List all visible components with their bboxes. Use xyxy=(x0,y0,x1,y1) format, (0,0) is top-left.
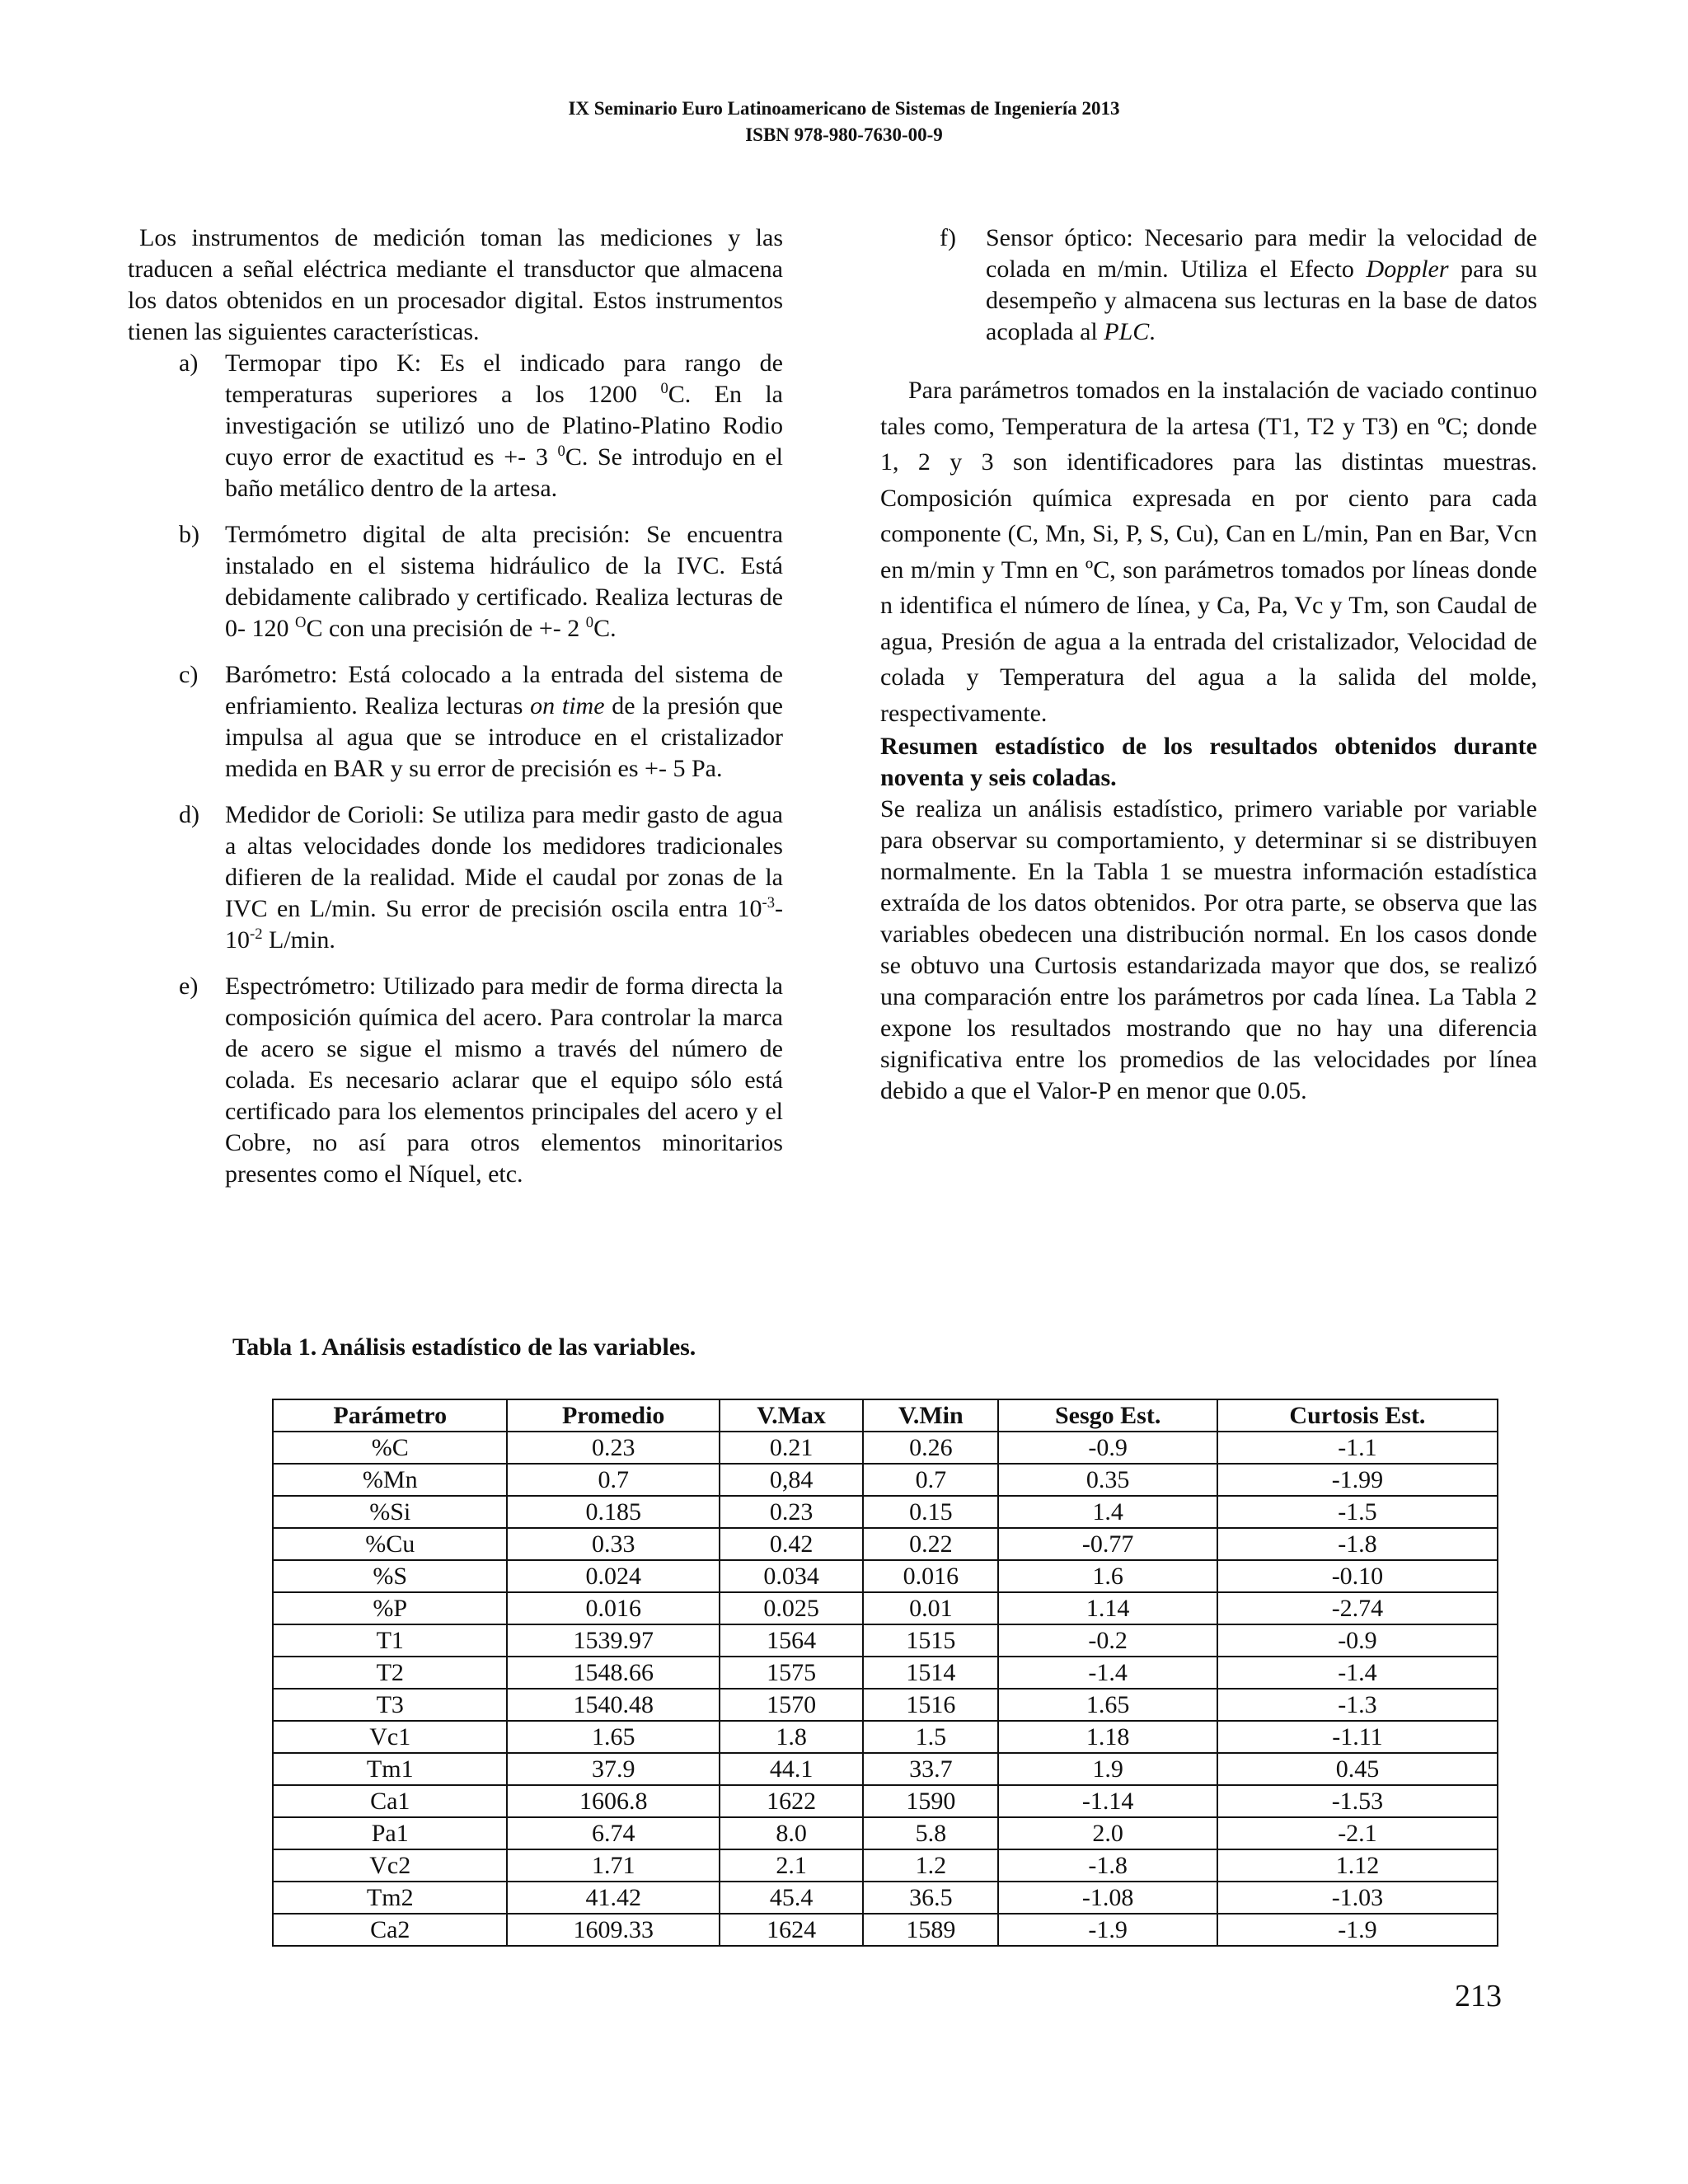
table-cell: 0.21 xyxy=(720,1432,863,1464)
table-cell: 0.23 xyxy=(507,1432,719,1464)
table-row xyxy=(273,1785,1498,1817)
table-cell: -1.53 xyxy=(1217,1785,1498,1817)
table-cell: -2.1 xyxy=(1217,1817,1498,1849)
table-cell: -0.9 xyxy=(1217,1624,1498,1657)
table-cell: 0.185 xyxy=(507,1496,719,1528)
table-cell: 1.18 xyxy=(998,1721,1217,1753)
table-cell: 1589 xyxy=(863,1914,998,1946)
table-row xyxy=(273,1496,1498,1528)
table-row xyxy=(273,1528,1498,1560)
table-cell: %Si xyxy=(273,1496,507,1528)
table-cell: 44.1 xyxy=(720,1753,863,1785)
table-row xyxy=(273,1849,1498,1882)
table-cell: Ca2 xyxy=(273,1914,507,1946)
table-row xyxy=(273,1560,1498,1592)
table-cell: T1 xyxy=(273,1624,507,1657)
table-cell: -1.8 xyxy=(1217,1528,1498,1560)
table-row xyxy=(273,1817,1498,1849)
table-cell: 1.8 xyxy=(720,1721,863,1753)
table-cell: 1.2 xyxy=(863,1849,998,1882)
table-cell: -2.74 xyxy=(1217,1592,1498,1624)
table-cell: -0.9 xyxy=(998,1432,1217,1464)
list-item-b: b) Termómetro digital de alta precisión: Se encuentra instalado en el sistema hidráulico de la IVC. Está debidamente calibrado y certificado. Realiza lecturas de 0- 120 $^O$C con una precisión de +- 2 $^0$C. xyxy=(179,521,783,642)
column-header: V.Min xyxy=(863,1399,998,1432)
table-cell: 1624 xyxy=(720,1914,863,1946)
table-cell: %C xyxy=(273,1432,507,1464)
list-marker: b) xyxy=(179,521,199,548)
table-cell: 0.016 xyxy=(507,1592,719,1624)
table-cell: 0.33 xyxy=(507,1528,719,1560)
table-cell: 1.5 xyxy=(863,1721,998,1753)
table-cell: 0.35 xyxy=(998,1464,1217,1496)
table-cell: 2.0 xyxy=(998,1817,1217,1849)
table-cell: 37.9 xyxy=(507,1753,719,1785)
table-cell: 0.01 xyxy=(863,1592,998,1624)
table-cell: T2 xyxy=(273,1657,507,1689)
table-cell: -0.77 xyxy=(998,1528,1217,1560)
running-header-title: IX Seminario Euro Latinoamericano de Sistemas de Ingeniería 2013 xyxy=(568,98,1120,119)
table-caption: Tabla 1. Análisis estadístico de las variables. xyxy=(232,1333,696,1361)
table-cell: 33.7 xyxy=(863,1753,998,1785)
table-cell: 1548.66 xyxy=(507,1657,719,1689)
table-cell: -1.3 xyxy=(1217,1689,1498,1721)
table-cell: 0.024 xyxy=(507,1560,719,1592)
table-cell: 0.22 xyxy=(863,1528,998,1560)
table-cell: 1.4 xyxy=(998,1496,1217,1528)
table-cell: 0.26 xyxy=(863,1432,998,1464)
table-cell: 45.4 xyxy=(720,1882,863,1914)
table-cell: 1.71 xyxy=(507,1849,719,1882)
table-cell: -1.03 xyxy=(1217,1882,1498,1914)
left-column xyxy=(128,223,783,1190)
table-cell: T3 xyxy=(273,1689,507,1721)
table-row xyxy=(273,1721,1498,1753)
table-cell: 1609.33 xyxy=(507,1914,719,1946)
table-row xyxy=(273,1624,1498,1657)
table-row xyxy=(273,1914,1498,1946)
table-cell: Vc1 xyxy=(273,1721,507,1753)
list-item-d: d) Medidor de Corioli: Se utiliza para medir gasto de agua a altas velocidades donde los medidores tradicionales difieren de la realidad. Mide el caudal por zonas de la IVC en L/min. Su error de precisión oscila entra $10^{-3}-10^{-2}$ L/min. xyxy=(179,801,783,954)
table-cell: %P xyxy=(273,1592,507,1624)
table-cell: -1.14 xyxy=(998,1785,1217,1817)
table-cell: 0.034 xyxy=(720,1560,863,1592)
column-header: V.Max xyxy=(720,1399,863,1432)
table-cell: -1.4 xyxy=(1217,1657,1498,1689)
table-cell: 0.7 xyxy=(863,1464,998,1496)
table-cell: 0.016 xyxy=(863,1560,998,1592)
table-cell: 1.6 xyxy=(998,1560,1217,1592)
table-cell: Tm1 xyxy=(273,1753,507,1785)
table-cell: %Mn xyxy=(273,1464,507,1496)
list-item-f: f) Sensor óptico: Necesario para medir la velocidad de colada en m/min. Utiliza el Efecto Doppler para su desempeño y almacena sus lecturas en la base de datos acoplada al PLC. xyxy=(940,224,1537,345)
table-cell: -1.8 xyxy=(998,1849,1217,1882)
list-item-a: a) Termopar tipo K: Es el indicado para rango de temperaturas superiores a los 1200 $^0$C. En la investigación se utilizó uno de Platino-Platino Rodio cuyo error de exactitud es +- 3 $^0$C. Se introdujo en el baño metálico dentro de la artesa. xyxy=(179,349,783,502)
table-cell: Tm2 xyxy=(273,1882,507,1914)
table-cell: 0.15 xyxy=(863,1496,998,1528)
table-cell: 2.1 xyxy=(720,1849,863,1882)
table-cell: -0.10 xyxy=(1217,1560,1498,1592)
running-header-isbn: ISBN 978-980-7630-00-9 xyxy=(745,124,943,145)
column-header: Promedio xyxy=(507,1399,719,1432)
table-cell: 1.14 xyxy=(998,1592,1217,1624)
page-number: 213 xyxy=(1455,1979,1502,2013)
table-cell: 0.7 xyxy=(507,1464,719,1496)
list-marker: a) xyxy=(179,349,199,377)
table-cell: 1.12 xyxy=(1217,1849,1498,1882)
table-cell: 0.45 xyxy=(1217,1753,1498,1785)
table-cell: 1516 xyxy=(863,1689,998,1721)
table-cell: Vc2 xyxy=(273,1849,507,1882)
table-row xyxy=(273,1657,1498,1689)
column-header: Sesgo Est. xyxy=(998,1399,1217,1432)
list-marker: c) xyxy=(179,661,199,688)
table-cell: 1590 xyxy=(863,1785,998,1817)
table-cell: 1575 xyxy=(720,1657,863,1689)
list-item-c: c) Barómetro: Está colocado a la entrada del sistema de enfriamiento. Realiza lecturas on time de la presión que impulsa al agua que se introduce en el cristalizador medida en BAR y su error de precisión es +- 5 Pa. xyxy=(179,661,783,782)
table-cell: -1.9 xyxy=(998,1914,1217,1946)
table-row xyxy=(273,1753,1498,1785)
list-marker: e) xyxy=(179,972,199,1000)
table-cell: 1570 xyxy=(720,1689,863,1721)
table-cell: -1.9 xyxy=(1217,1914,1498,1946)
table-cell: -1.11 xyxy=(1217,1721,1498,1753)
table-cell: 36.5 xyxy=(863,1882,998,1914)
right-column xyxy=(880,223,1537,1107)
table-cell: 1515 xyxy=(863,1624,998,1657)
intro-paragraph: Los instrumentos de medición toman las mediciones y las traducen a señal eléctrica mediante el transductor que almacena los datos obtenidos en un procesador digital. Estos instrumentos tienen las siguientes características. xyxy=(128,224,783,345)
table-cell: 1.65 xyxy=(998,1689,1217,1721)
table-cell: %Cu xyxy=(273,1528,507,1560)
table-cell: -1.4 xyxy=(998,1657,1217,1689)
table-cell: Ca1 xyxy=(273,1785,507,1817)
table-row xyxy=(273,1592,1498,1624)
table-cell: 1514 xyxy=(863,1657,998,1689)
list-item-e: e) Espectrómetro: Utilizado para medir de forma directa la composición química del acero. Para controlar la marca de acero se sigue el mismo a través del número de colada. Es necesario aclarar que el equipo sólo está certificado para los elementos principales del acero y el Cobre, no así para otros elementos minoritarios presentes como el Níquel, etc. xyxy=(179,972,783,1188)
table-cell: 0,84 xyxy=(720,1464,863,1496)
table-cell: 1564 xyxy=(720,1624,863,1657)
section-heading: Resumen estadístico de los resultados obtenidos durante noventa y seis coladas. xyxy=(880,733,1537,791)
statistics-table xyxy=(272,1399,1498,1947)
table-cell: 5.8 xyxy=(863,1817,998,1849)
table-cell: 1622 xyxy=(720,1785,863,1817)
table-cell: Pa1 xyxy=(273,1817,507,1849)
table-cell: 1.9 xyxy=(998,1753,1217,1785)
table-row xyxy=(273,1689,1498,1721)
table-cell: 1606.8 xyxy=(507,1785,719,1817)
table-cell: -1.08 xyxy=(998,1882,1217,1914)
table-cell: -1.99 xyxy=(1217,1464,1498,1496)
table-cell: -1.1 xyxy=(1217,1432,1498,1464)
analysis-paragraph: Se realiza un análisis estadístico, primero variable por variable para observar su comportamiento, y determinar si se distribuyen normalmente. En la Tabla 1 se muestra información estadística extraída de los datos obtenidos. Por otra parte, se observa que las variables obedecen una distribución normal. En los casos donde se obtuvo una Curtosis estandarizada mayor que dos, se realizó una comparación entre los parámetros por cada línea. La Tabla 2 expone los resultados mostrando que no hay una diferencia significativa entre los promedios de las velocidades por línea debido a que el Valor-P en menor que 0.05. xyxy=(880,795,1537,1104)
table-cell: 41.42 xyxy=(507,1882,719,1914)
table-cell: 8.0 xyxy=(720,1817,863,1849)
table-row xyxy=(273,1432,1498,1464)
table-cell: 1.65 xyxy=(507,1721,719,1753)
table-cell: -1.5 xyxy=(1217,1496,1498,1528)
column-header: Curtosis Est. xyxy=(1217,1399,1498,1432)
table-cell: 0.025 xyxy=(720,1592,863,1624)
table-row xyxy=(273,1882,1498,1914)
table-cell: 0.42 xyxy=(720,1528,863,1560)
table-header-row xyxy=(273,1399,1498,1432)
table-cell: -0.2 xyxy=(998,1624,1217,1657)
table-cell: 1540.48 xyxy=(507,1689,719,1721)
table-row xyxy=(273,1464,1498,1496)
parameters-paragraph: Para parámetros tomados en la instalación de vaciado continuo tales como, Temperatura de la artesa (T1, T2 y T3) en ºC; donde 1, 2 y 3 son identificadores para las distintas muestras. Composición química expresada en por ciento para cada componente (C, Mn, Si, P, S, Cu), Can en L/min, Pan en Bar, Vcn en m/min y Tmn en ºC, son parámetros tomados por líneas donde n identifica el número de línea, y Ca, Pa, Vc y Tm, son Caudal de agua, Presión de agua a la entrada del cristalizador, Velocidad de colada y Temperatura del agua a la salida del molde, respectivamente. xyxy=(880,377,1537,727)
column-header: Parámetro xyxy=(273,1399,507,1432)
table-cell: 0.23 xyxy=(720,1496,863,1528)
list-marker: f) xyxy=(940,224,956,251)
table-cell: 1539.97 xyxy=(507,1624,719,1657)
list-marker: d) xyxy=(179,801,199,828)
table-cell: 6.74 xyxy=(507,1817,719,1849)
table-cell: %S xyxy=(273,1560,507,1592)
